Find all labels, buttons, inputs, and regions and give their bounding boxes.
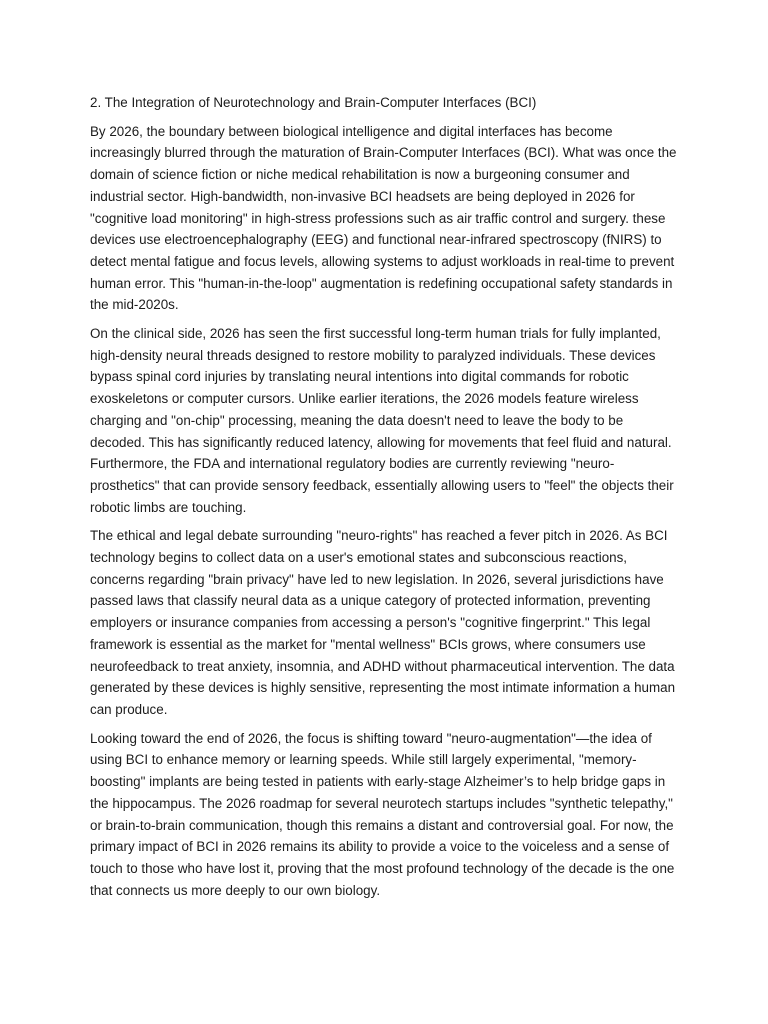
section-heading: 2. The Integration of Neurotechnology and Brain-Computer Interfaces (BCI) bbox=[90, 95, 537, 110]
paragraph-intro: By 2026, the boundary between biological intelligence and digital interfaces has become increasingly blurred through the maturation of Brain-Computer Interfaces (BCI). What was once the domain of science fiction or niche medical rehabilitation is now a burgeoning consumer and industrial sector. High-bandwidth, non-invasive BCI headsets are being deployed in 2026 for "cognitive load monitoring" in high-stress professions such as air traffic control and surgery. these devices use electroencephalography (EEG) and functional near-infrared spectroscopy (fNIRS) to detect mental fatigue and focus levels, allowing systems to adjust workloads in real-time to prevent human error. This "human-in-the-loop" augmentation is redefining occupational safety standards in the mid-2020s. bbox=[90, 123, 677, 313]
document-page bbox=[90, 92, 680, 908]
paragraph-clinical: On the clinical side, 2026 has seen the first successful long-term human trials for fully implanted, high-density neural threads designed to restore mobility to paralyzed individuals. These devices bypass spinal cord injuries by translating neural intentions into digital commands for robotic exoskeletons or computer cursors. Unlike earlier iterations, the 2026 models feature wireless charging and "on-chip" processing, meaning the data doesn't need to leave the body to be decoded. This has significantly reduced latency, allowing for movements that feel fluid and natural. Furthermore, the FDA and international regulatory bodies are currently reviewing "neuro-prosthetics" that can provide sensory feedback, essentially allowing users to "feel" the objects their robotic limbs are touching. bbox=[90, 326, 674, 515]
paragraph-ethics: The ethical and legal debate surrounding "neuro-rights" has reached a fever pitch in 2026. As BCI technology begins to collect data on a user's emotional states and subconscious reactions, concerns regarding "brain privacy" have led to new legislation. In 2026, several jurisdictions have passed laws that classify neural data as a unique category of protected information, preventing employers or insurance companies from accessing a person's "cognitive fingerprint." This legal framework is essential as the market for "mental wellness" BCIs grows, where consumers use neurofeedback to treat anxiety, insomnia, and ADHD without pharmaceutical intervention. The data generated by these devices is highly sensitive, representing the most intimate information a human can produce. bbox=[90, 528, 676, 717]
paragraph-outlook: Looking toward the end of 2026, the focus is shifting toward "neuro-augmentation"—the idea of using BCI to enhance memory or learning speeds. While still largely experimental, "memory-boosting" implants are being tested in patients with early-stage Alzheimer’s to help bridge gaps in the hippocampus. The 2026 roadmap for several neurotech startups includes "synthetic telepathy," or brain-to-brain communication, though this remains a distant and controversial goal. For now, the primary impact of BCI in 2026 remains its ability to provide a voice to the voiceless and a sense of touch to those who have lost it, proving that the most profound technology of the decade is the one that connects us more deeply to our own biology. bbox=[90, 730, 675, 898]
